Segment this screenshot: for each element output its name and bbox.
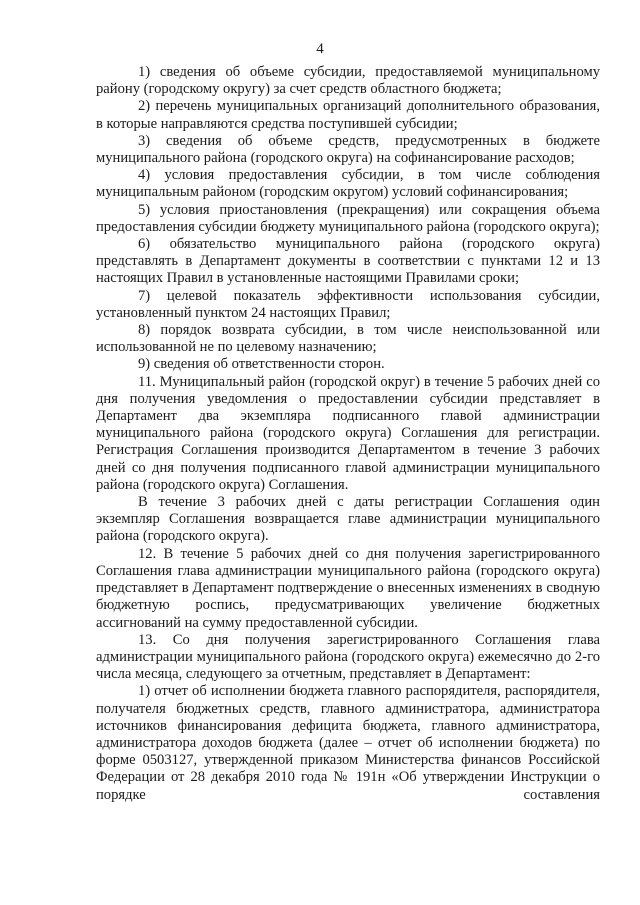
- paragraph-item-6: 6) обязательство муниципального района (городского округа) представлять в Департамент документы в соответствии с пунктами 12 и 13 настоящих Правил в установленные настоящими Правилами сроки;: [96, 236, 600, 287]
- paragraph-item-5: 5) условия приостановления (прекращения) или сокращения объема предоставления субсидии бюджету муниципального района (городского округа);: [96, 201, 600, 235]
- paragraph-clause-11-return: В течение 3 рабочих дней с даты регистрации Соглашения один экземпляр Соглашения возвращается главе администрации муниципального района (городского округа).: [96, 494, 600, 545]
- paragraph-item-8: 8) порядок возврата субсидии, в том числе неиспользованной или использованной не по целевому назначению;: [96, 322, 600, 356]
- paragraph-item-7: 7) целевой показатель эффективности использования субсидии, установленный пунктом 24 настоящих Правил;: [96, 287, 600, 321]
- paragraph-item-1: 1) сведения об объеме субсидии, предоставляемой муниципальному району (городскому округу) за счет средств областного бюджета;: [96, 64, 600, 98]
- page-number: 4: [316, 41, 324, 57]
- paragraph-item-4: 4) условия предоставления субсидии, в том числе соблюдения муниципальным районом (городским округом) условий софинансирования;: [96, 167, 600, 201]
- paragraph-clause-12: 12. В течение 5 рабочих дней со дня получения зарегистрированного Соглашения глава администрации муниципального района (городского округа) представляет в Департамент подтверждение о внесенных изменениях в сводную бюджетную роспись, предусматривающих увеличение бюджетных ассигнований на сумму предоставленной субсидии.: [96, 545, 600, 631]
- paragraph-item-9: 9) сведения об ответственности сторон.: [138, 356, 385, 373]
- paragraph-item-3: 3) сведения об объеме средств, предусмотренных в бюджете муниципального района (городского округа) на софинансирование расходов;: [96, 132, 600, 167]
- paragraph-item-2: 2) перечень муниципальных организаций дополнительного образования, в которые направляются средства поступившей субсидии;: [96, 98, 600, 132]
- paragraph-clause-13-item-1: 1) отчет об исполнении бюджета главного распорядителя, распорядителя, получателя бюджетных средств, главного администратора, администратора источников финансирования дефицита бюджета, главного администратора, администратора доходов бюджета (далее – отчет об исполнении бюджета) по форме 0503127, утвержденной приказом Министерства финансов Российской Федерации от 28 декабря 2010 года № 191н «Об утверждении Инструкции о порядке составления: [96, 683, 600, 803]
- document-body: [96, 64, 600, 804]
- paragraph-clause-13: 13. Со дня получения зарегистрированного Соглашения глава администрации муниципального района (городского округа) ежемесячно до 2-го числа месяца, следующего за отчетным, представляет в Департамент:: [96, 631, 600, 683]
- paragraph-clause-11: 11. Муниципальный район (городской округ) в течение 5 рабочих дней со дня получения уведомления о предоставлении субсидии представляет в Департамент два экземпляра подписанного главой администрации муниципального района (городского округа) Соглашения для регистрации. Регистрация Соглашения производится Департаментом в течение 3 рабочих дней со дня получения подписанного главой администрации муниципального района (городского округа) Соглашения.: [96, 373, 600, 493]
